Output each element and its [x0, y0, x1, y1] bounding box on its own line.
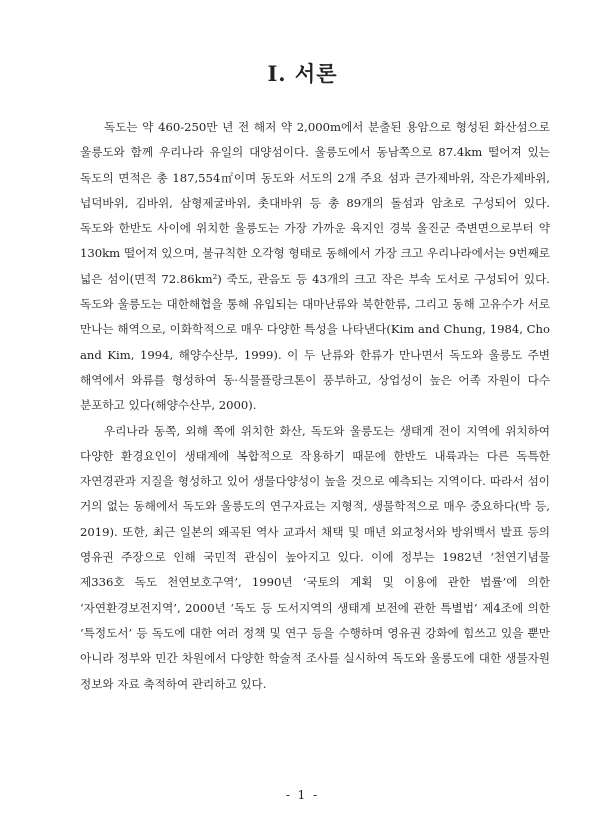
page-number: - 1 - [285, 788, 320, 802]
section-title: I. 서론 [267, 61, 338, 86]
body-text [80, 115, 550, 697]
paragraph-1: 독도는 약 460-250만 년 전 해저 약 2,000m에서 분출된 용암으로 형성된 화산섬으로 울릉도와 함께 우리나라 유일의 대양섬이다. 울릉도에서 동남쪽으로 87.4km 떨어져 있는 독도의 면적은 총 187,554㎡이며 동도와 서도의 2개 주요 섬과 큰가제바위, 작은가제바위, 넙덕바위, 김바위, 삼형제굴바위, 촛대바위 등 총 89개의 돌섬과 암초로 구성되어 있다. 독도와 한반도 사이에 위치한 울릉도는 가장 가까운 육지인 경북 울진군 죽변면으로부터 약 130km 떨어져 있으며, 불규칙한 오각형 형태로 동해에서 가장 크고 우리나라에서는 9번째로 넓은 섬이(면적 72.86km²) 죽도, 관음도 등 43개의 크고 작은 부속 도서로 구성되어 있다. 독도와 울릉도는 대한해협을 통해 유입되는 대마난류와 북한한류, 그리고 동해 고유수가 서로 만나는 해역으로, 이화학적으로 매우 다양한 특성을 나타낸다(Kim and Chung, 1984, Cho and Kim, 1994, 해양수산부, 1999). 이 두 난류와 한류가 만나면서 독도와 울릉도 주변 해역에서 와류를 형성하여 동·식물플랑크톤이 풍부하고, 상업성이 높은 어족 자원이 다수 분포하고 있다(해양수산부, 2000). [80, 120, 550, 413]
paragraph-2: 우리나라 동쪽, 외해 쪽에 위치한 화산, 독도와 울릉도는 생태계 전이 지역에 위치하여 다양한 환경요인이 생태계에 복합적으로 작용하기 때문에 한반도 내륙과는 다른 독특한 자연경관과 지질을 형성하고 있어 생물다양성이 높을 것으로 예측되는 지역이다. 따라서 섬이 거의 없는 동해에서 독도와 울릉도의 연구자료는 지형적, 생물학적으로 매우 중요하다(박 등, 2019). 또한, 최근 일본의 왜곡된 역사 교과서 채택 및 매년 외교청서와 방위백서 발표 등의 영유권 주장으로 인해 국민적 관심이 높아지고 있다. 이에 정부는 1982년 ‘천연기념물 제336호 독도 천연보호구역’, 1990년 ‘국토의 계획 및 이용에 관한 법률’에 의한 ‘자연환경보전지역’, 2000년 ‘독도 등 도서지역의 생태계 보전에 관한 특별법’ 제4조에 의한 ‘특정도서’ 등 독도에 대한 여러 정책 및 연구 등을 수행하며 영유권 강화에 힘쓰고 있을 뿐만 아니라 정부와 민간 차원에서 다양한 학술적 조사를 실시하여 독도와 울릉도에 대한 생물자원 정보와 자료 축적하여 관리하고 있다. [80, 423, 550, 691]
